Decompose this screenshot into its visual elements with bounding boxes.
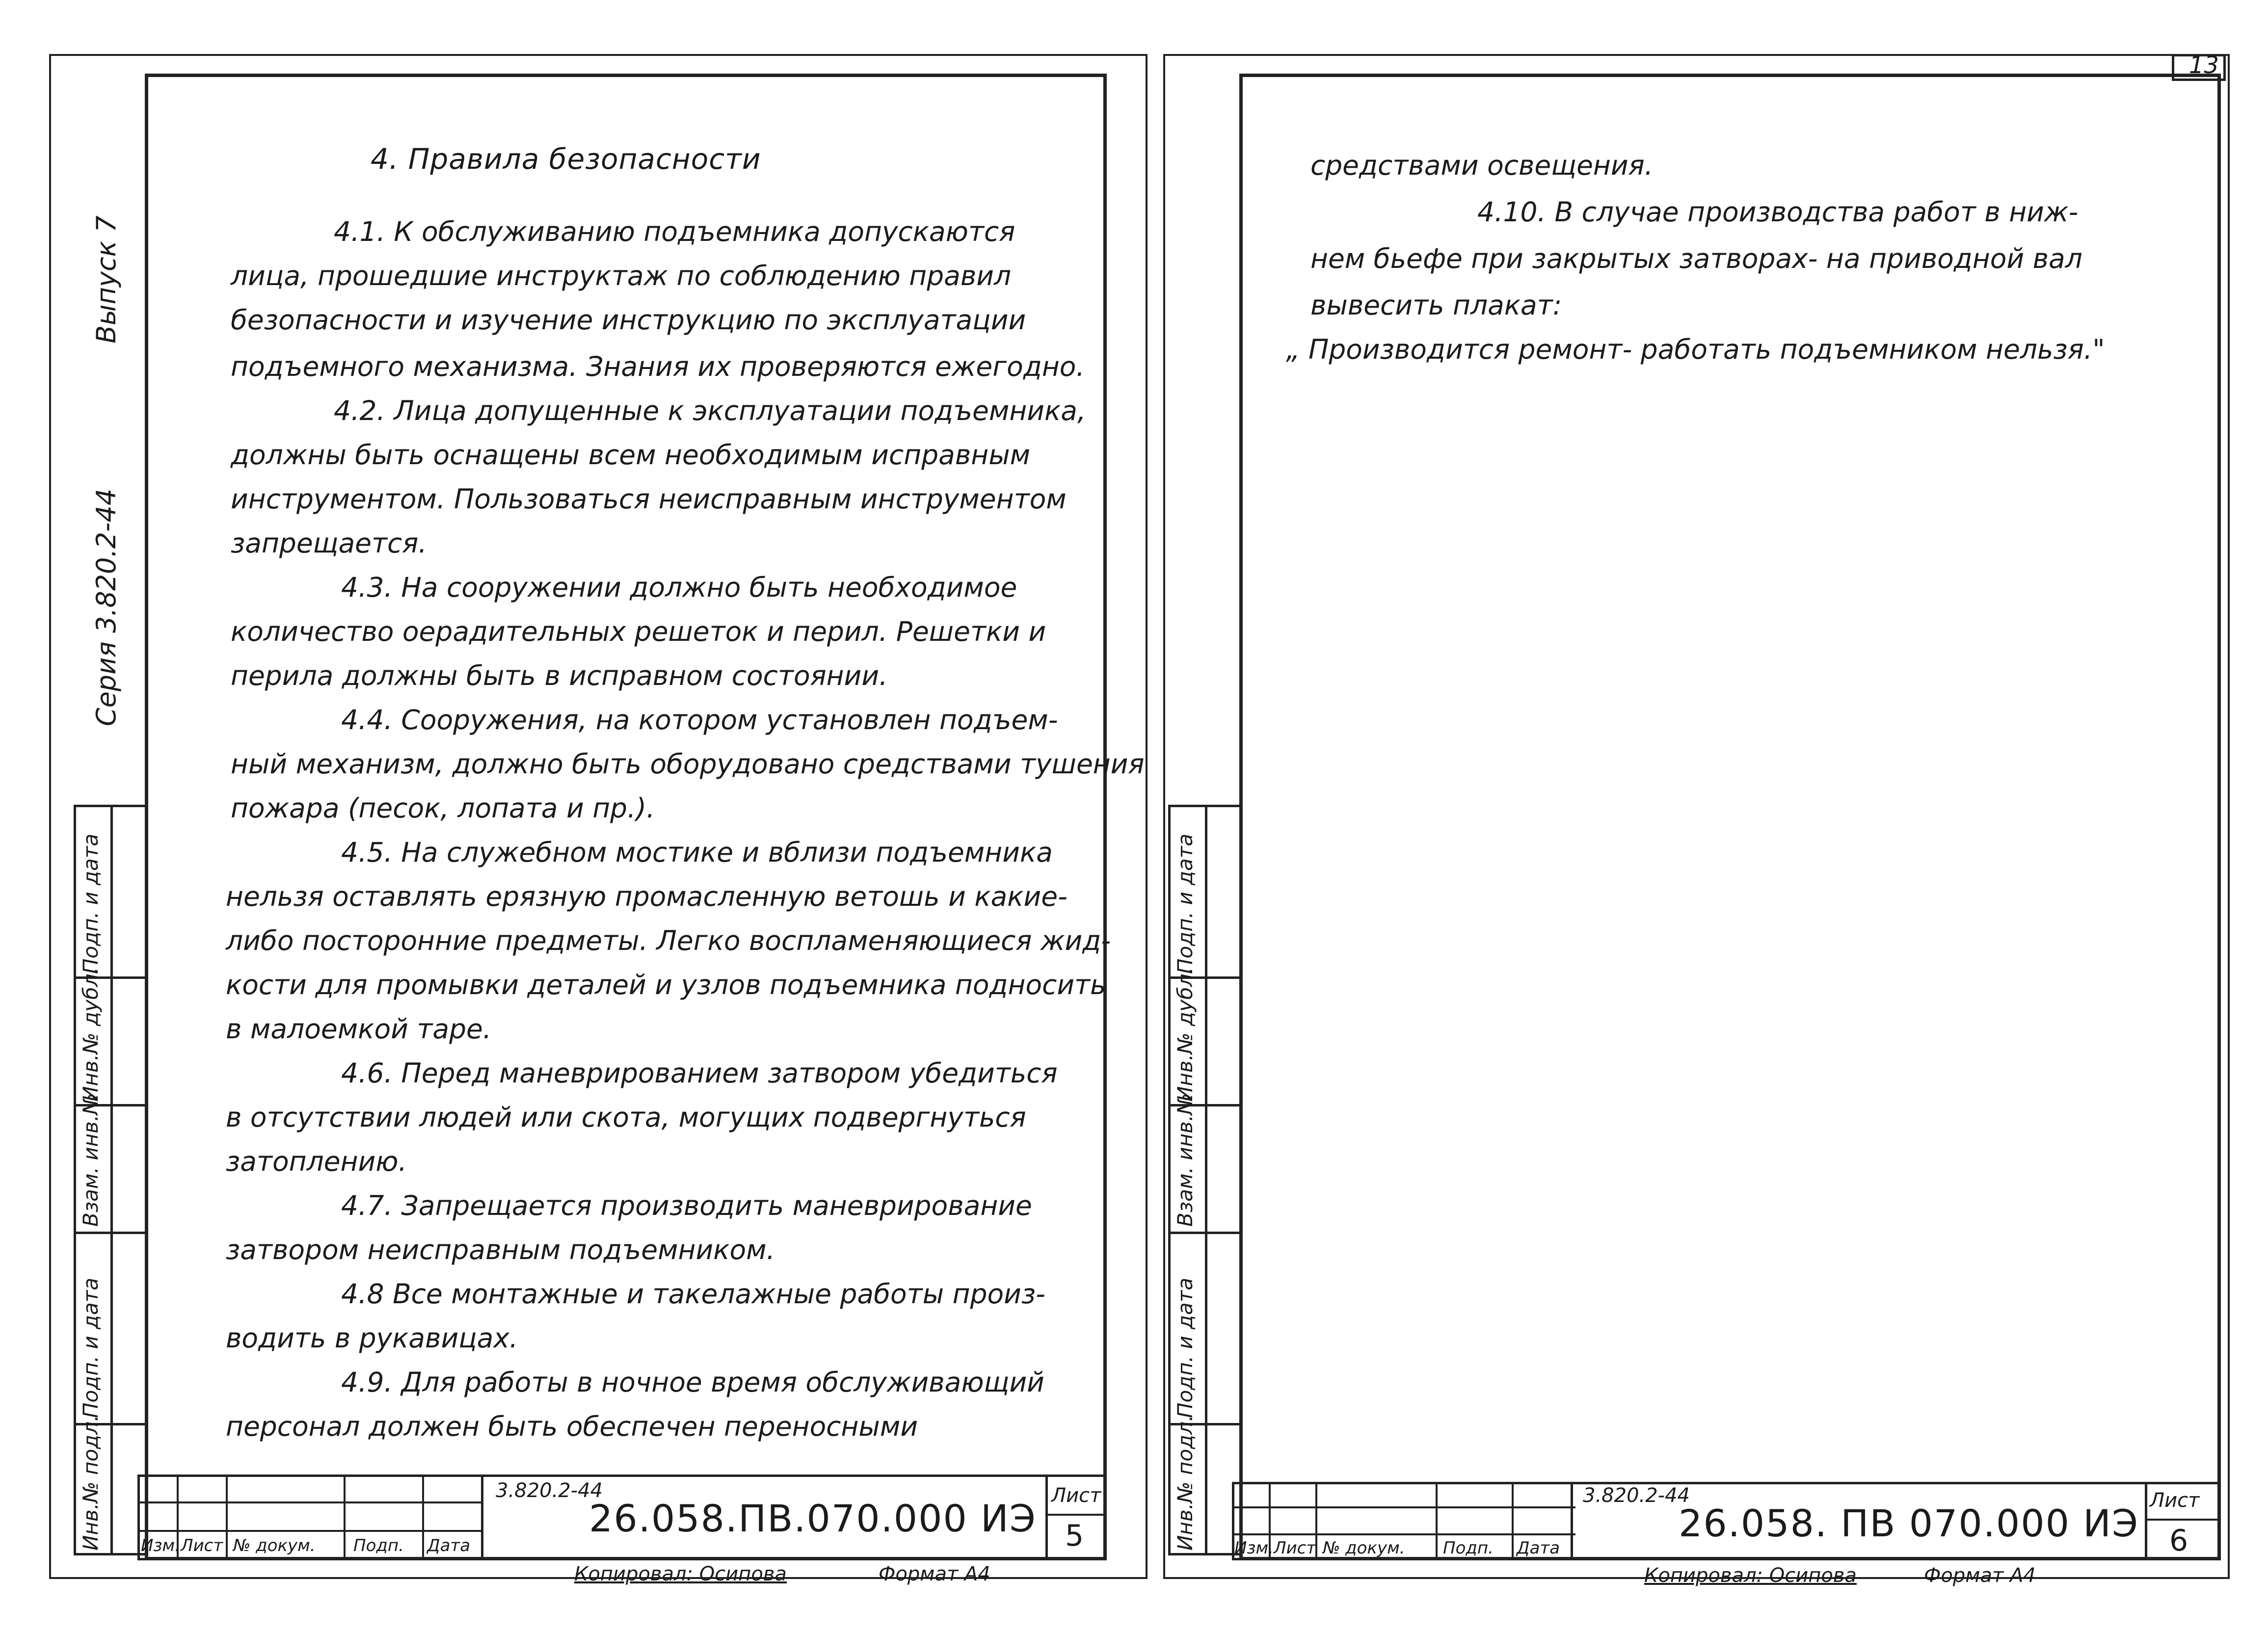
side-label-inv-dubl: Инв.№ дубл. xyxy=(1173,967,1197,1102)
page-number: 13 xyxy=(2189,52,2219,79)
side-issue: Выпуск 7 xyxy=(91,215,122,343)
text-line: 4.7. Запрещается производить маневрирование xyxy=(341,1190,1032,1221)
section-heading: 4. Правила безопасности xyxy=(371,142,761,176)
col-date: Дата xyxy=(1517,1538,1560,1558)
text-line: должны быть оснащены всем необходимым исправным xyxy=(231,439,1031,471)
text-line: 4.4. Сооружения, на котором установлен подъем- xyxy=(341,704,1058,736)
sheet-label: Лист xyxy=(1051,1484,1101,1507)
series-code: 3.820.2-44 xyxy=(1583,1484,1690,1507)
col-izm: Изм. xyxy=(141,1536,180,1555)
series-code: 3.820.2-44 xyxy=(496,1479,603,1502)
text-line: 4.9. Для работы в ночное время обслуживающий xyxy=(341,1367,1044,1398)
text-line: 4.5. На служебном мостике и вблизи подъемника xyxy=(341,837,1053,868)
text-line: перила должны быть в исправном состоянии. xyxy=(231,660,888,691)
text-line: инструментом. Пользоваться неисправным инструментом xyxy=(231,483,1067,515)
text-line: кости для промывки деталей и узлов подъемника подносить xyxy=(226,969,1106,1000)
text-line: затвором неисправным подъемником. xyxy=(226,1234,775,1265)
col-doc-num: № докум. xyxy=(233,1536,316,1555)
col-doc-num: № докум. xyxy=(1323,1538,1405,1558)
format-label: Формат А4 xyxy=(879,1563,990,1585)
text-line: 4.10. В случае производства работ в ниж- xyxy=(1477,196,2079,228)
sheet-number: 6 xyxy=(2169,1524,2188,1558)
side-label-inv-podl: Инв.№ подл. xyxy=(79,1415,103,1551)
side-series: Серия 3.820.2-44 xyxy=(91,488,122,726)
side-label-podp-data-1: Подп. и дата xyxy=(79,1277,103,1418)
text-line: персонал должен быть обеспечен переносными xyxy=(226,1411,918,1442)
text-line: 4.1. К обслуживанию подъемника допускаются xyxy=(334,216,1015,247)
text-line: 4.3. На сооружении должно быть необходимое xyxy=(341,572,1017,603)
text-line: нельзя оставлять ерязную промасленную ветошь и какие- xyxy=(226,881,1067,912)
format-label: Формат А4 xyxy=(1924,1564,2036,1587)
text-line: 4.2. Лица допущенные к эксплуатации подъемника, xyxy=(334,395,1086,426)
text-line: средствами освещения. xyxy=(1310,150,1654,181)
side-label-podp-data-2: Подп. и дата xyxy=(79,833,103,974)
side-label-podp-data-1: Подп. и дата xyxy=(1173,1277,1197,1418)
doc-code: 26.058.ПВ.070.000 ИЭ xyxy=(589,1497,1037,1540)
text-line: подъемного механизма. Знания их проверяются ежегодно. xyxy=(231,351,1085,382)
text-line: 4.6. Перед маневрированием затвором убедиться xyxy=(341,1057,1058,1089)
doc-code: 26.058. ПВ 070.000 ИЭ xyxy=(1679,1501,2139,1545)
col-sign: Подп. xyxy=(353,1536,404,1555)
side-label-inv-podl: Инв.№ подл. xyxy=(1173,1415,1197,1551)
sheet-number: 5 xyxy=(1065,1519,1084,1553)
col-sign: Подп. xyxy=(1443,1538,1494,1558)
text-line: пожара (песок, лопата и пр.). xyxy=(231,792,655,824)
side-label-vzam-inv: Взам. инв.№ xyxy=(1173,1093,1197,1227)
text-line: безопасности и изучение инструкцию по эксплуатации xyxy=(231,304,1026,336)
text-line: запрещается. xyxy=(231,527,427,559)
side-label-vzam-inv: Взам. инв.№ xyxy=(79,1093,103,1227)
text-line: лица, прошедшие инструктаж по соблюдению правил xyxy=(231,260,1012,291)
text-line: количество оерадительных решеток и перил. Решетки и xyxy=(231,616,1046,647)
col-list: Лист xyxy=(181,1536,223,1555)
text-line: в отсутствии людей или скота, могущих подвергнуться xyxy=(226,1102,1026,1133)
text-line: вывесить плакат: xyxy=(1310,290,1562,321)
side-label-inv-dubl: Инв.№ дубл. xyxy=(79,967,103,1102)
text-line: нем бьефе при закрытых затворах- на приводной вал xyxy=(1310,243,2082,274)
text-line: 4.8 Все монтажные и такелажные работы произ- xyxy=(341,1278,1045,1310)
text-line: в малоемкой таре. xyxy=(226,1013,492,1045)
side-label-podp-data-2: Подп. и дата xyxy=(1173,833,1197,974)
text-line: водить в рукавицах. xyxy=(226,1322,518,1354)
copied-by: Копировал: Осипова xyxy=(574,1563,787,1585)
col-izm: Изм. xyxy=(1234,1538,1274,1558)
text-line: „ Производится ремонт- работать подъемником нельзя." xyxy=(1286,334,2105,365)
sheet-label: Лист xyxy=(2150,1489,2200,1512)
col-date: Дата xyxy=(427,1536,471,1555)
text-line: либо посторонние предметы. Легко воспламеняющиеся жид- xyxy=(226,925,1111,956)
copied-by: Копировал: Осипова xyxy=(1644,1564,1857,1587)
text-line: ный механизм, должно быть оборудовано средствами тушения xyxy=(231,748,1145,780)
col-list: Лист xyxy=(1274,1538,1316,1558)
text-line: затоплению. xyxy=(226,1146,407,1177)
